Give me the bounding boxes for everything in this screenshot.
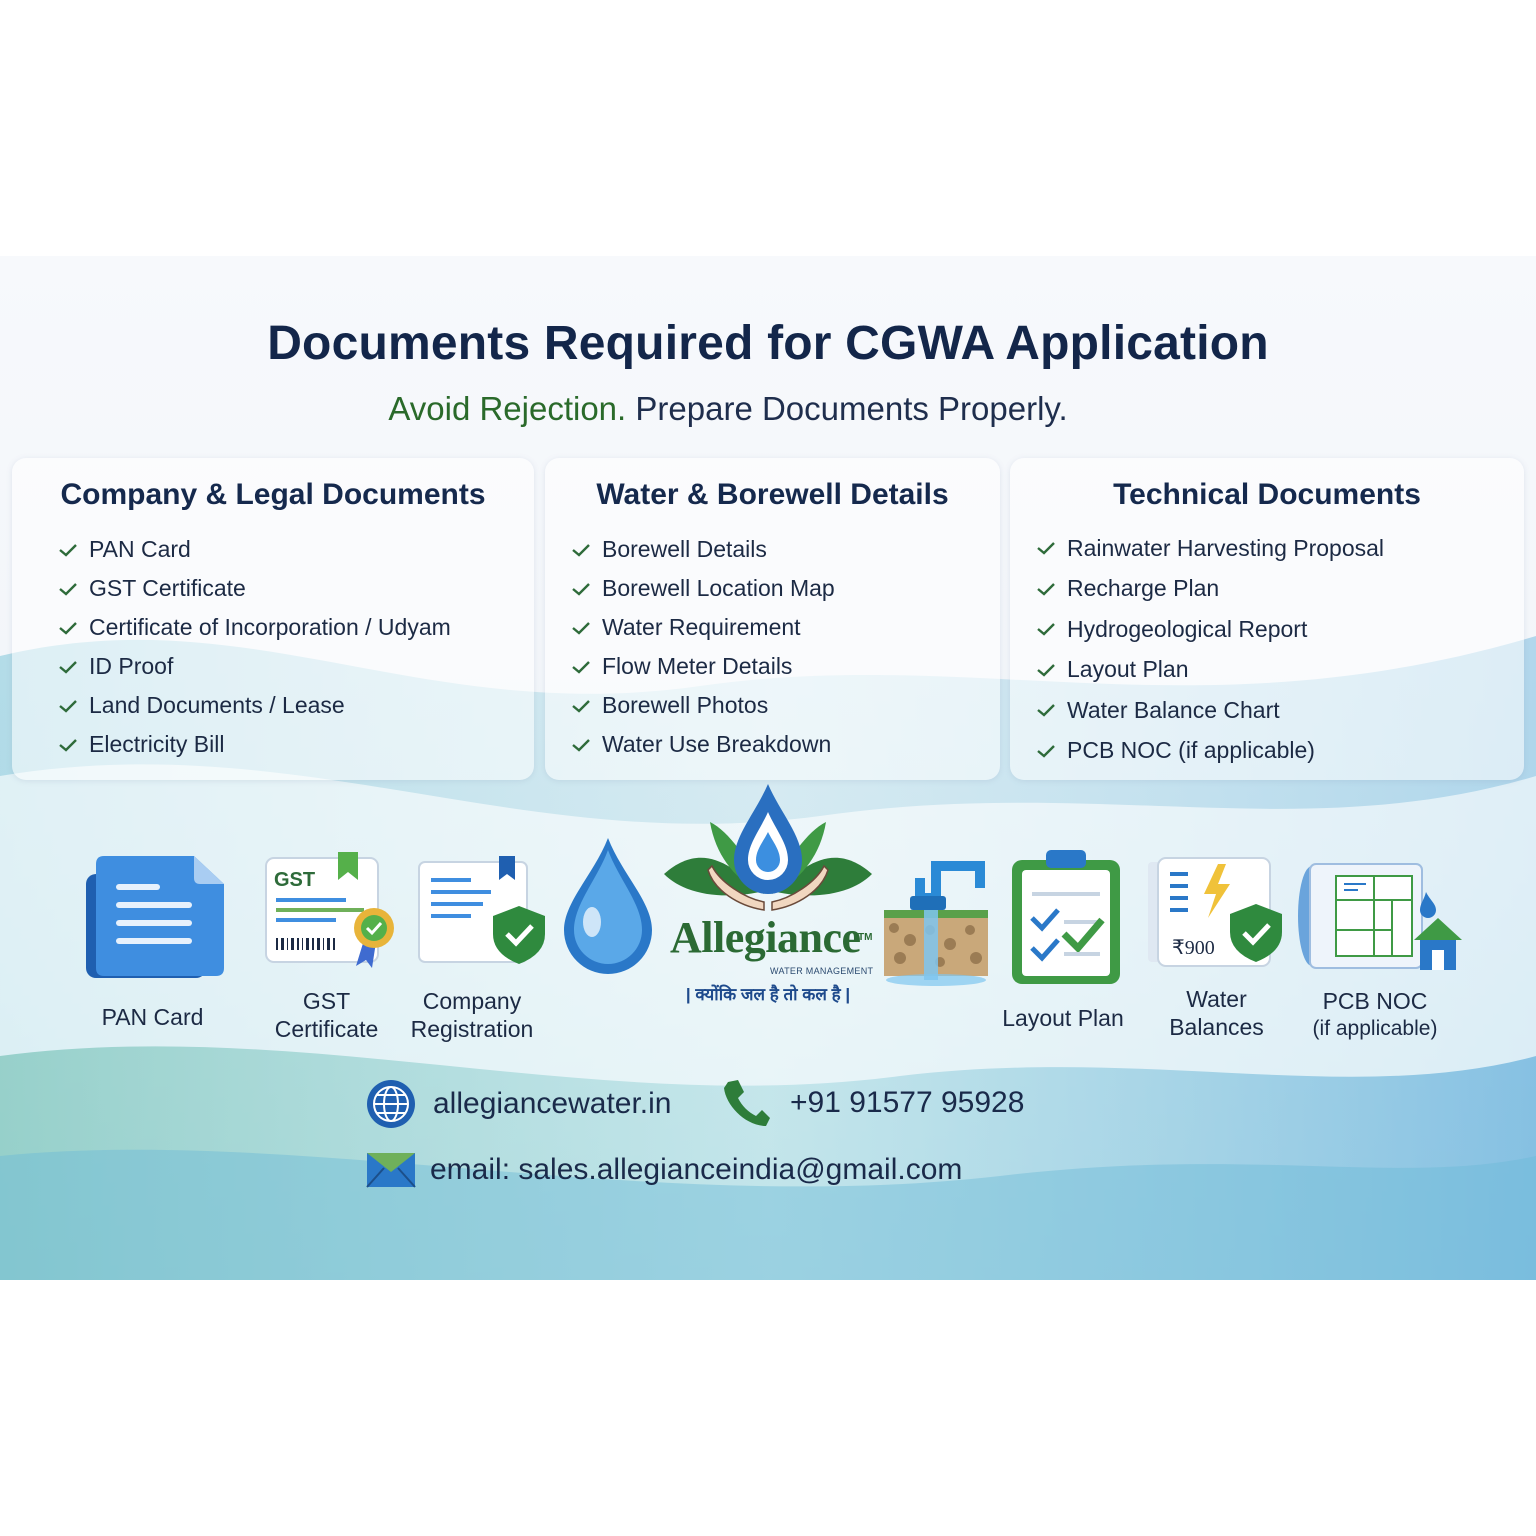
- pcb-noc-label: PCB NOC (if applicable): [1312, 988, 1438, 1040]
- phone-text[interactable]: +91 91577 95928: [790, 1086, 1025, 1119]
- gst-certificate-icon: [262, 852, 402, 968]
- website-contact[interactable]: [365, 1078, 672, 1130]
- page-subtitle: [0, 390, 1456, 428]
- check-icon: [1036, 622, 1056, 636]
- pan-card-label: PAN Card: [101, 1004, 204, 1030]
- check-icon: [1036, 703, 1056, 717]
- list-item: GST Certificate: [58, 569, 451, 608]
- poster: [0, 256, 1536, 1280]
- list-item: Water Use Breakdown: [571, 725, 835, 764]
- website-text[interactable]: allegiancewater.in: [433, 1087, 672, 1120]
- panel-technical: [1010, 458, 1524, 780]
- check-icon: [1036, 744, 1056, 758]
- list-item: Water Requirement: [571, 608, 835, 647]
- check-icon: [58, 543, 78, 557]
- list-item: Certificate of Incorporation / Udyam: [58, 608, 451, 647]
- water-balance-bill-icon: [1146, 856, 1286, 972]
- layout-plan-clipboard-icon: [1008, 848, 1124, 988]
- page-title: Documents Required for CGWA Application: [267, 317, 1269, 370]
- water-balances-label: Water Balances: [1169, 986, 1264, 1040]
- check-icon: [1036, 582, 1056, 596]
- subtitle-highlight: Avoid Rejection.: [388, 390, 627, 427]
- check-icon: [571, 699, 591, 713]
- layout-plan-label: Layout Plan: [1002, 1005, 1124, 1031]
- check-icon: [58, 621, 78, 635]
- list-item: Borewell Details: [571, 530, 835, 569]
- check-icon: [1036, 663, 1056, 677]
- pan-card-document-icon: [82, 854, 230, 980]
- panel-heading: Technical Documents: [1113, 478, 1421, 511]
- logo-subtitle: WATER MANAGEMENT: [770, 966, 874, 976]
- panel-heading: Water & Borewell Details: [596, 478, 949, 511]
- gst-certificate-label: GST Certificate: [274, 988, 379, 1042]
- borewell-icon: [880, 858, 992, 988]
- check-icon: [58, 582, 78, 596]
- envelope-icon: [366, 1152, 416, 1188]
- panel-water-borewell: [545, 458, 1000, 780]
- check-icon: [58, 699, 78, 713]
- water-balance-amount: ₹900: [1172, 937, 1215, 959]
- list-item: Borewell Photos: [571, 686, 835, 725]
- check-icon: [571, 582, 591, 596]
- phone-icon: [720, 1078, 772, 1128]
- list-item: Electricity Bill: [58, 725, 451, 764]
- gst-badge-text: GST: [274, 869, 316, 891]
- list-item: Borewell Location Map: [571, 569, 835, 608]
- phone-contact[interactable]: [720, 1078, 1024, 1128]
- logo-trademark: TM: [858, 932, 873, 943]
- subtitle-rest: Prepare Documents Properly.: [635, 390, 1068, 427]
- check-icon: [571, 738, 591, 752]
- logo-wordmark: Allegiance: [670, 913, 861, 962]
- check-icon: [571, 543, 591, 557]
- list-item: Hydrogeological Report: [1036, 609, 1384, 650]
- email-contact[interactable]: [366, 1152, 962, 1188]
- list-item: Recharge Plan: [1036, 569, 1384, 610]
- document-list: [1036, 528, 1384, 771]
- panel-heading: Company & Legal Documents: [60, 478, 486, 511]
- check-icon: [571, 660, 591, 674]
- check-icon: [58, 660, 78, 674]
- pcb-noc-plan-icon: [1296, 860, 1464, 972]
- check-icon: [58, 738, 78, 752]
- document-list: [58, 530, 451, 764]
- check-icon: [1036, 541, 1056, 555]
- company-registration-label: Company Registration: [410, 988, 534, 1042]
- company-registration-icon: [415, 856, 551, 966]
- list-item: PCB NOC (if applicable): [1036, 731, 1384, 772]
- list-item: ID Proof: [58, 647, 451, 686]
- document-list: [571, 530, 835, 764]
- water-drop-icon: [560, 836, 656, 976]
- list-item: Rainwater Harvesting Proposal: [1036, 528, 1384, 569]
- logo-tagline: | क्योंकि जल है तो कल है |: [685, 985, 851, 1004]
- list-item: Layout Plan: [1036, 650, 1384, 691]
- email-text[interactable]: email: sales.allegianceindia@gmail.com: [430, 1153, 963, 1186]
- globe-icon: [365, 1078, 417, 1130]
- list-item: Flow Meter Details: [571, 647, 835, 686]
- panel-company-legal: [12, 458, 534, 780]
- allegiance-logo-icon: [660, 782, 876, 914]
- list-item: Water Balance Chart: [1036, 690, 1384, 731]
- list-item: PAN Card: [58, 530, 451, 569]
- list-item: Land Documents / Lease: [58, 686, 451, 725]
- check-icon: [571, 621, 591, 635]
